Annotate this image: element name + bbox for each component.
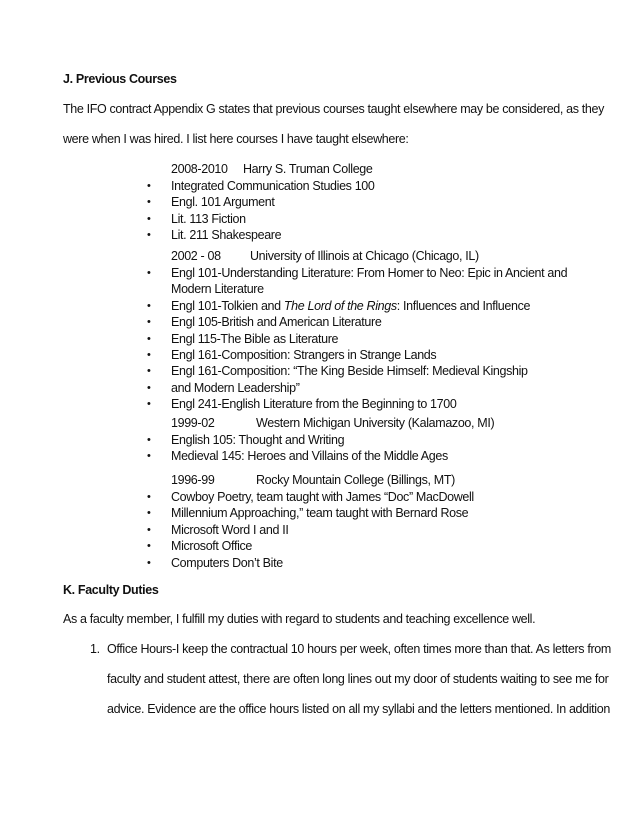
course-block-institution: Harry S. Truman College [243,162,373,176]
bullet-icon: • [147,349,151,362]
list-item [146,314,586,330]
bullet-icon: • [147,450,151,463]
list-item-text: Engl. 101 Argument [171,195,275,210]
list-item-text: and Modern Leadership” [171,380,300,395]
list-item [146,265,586,298]
bullet-icon: • [147,540,151,553]
book-title: The Lord of the Rings [283,298,397,313]
section-k-heading: K. Faculty Duties [63,583,159,597]
bullet-icon: • [147,556,151,569]
course-list [146,489,586,571]
course-block-years: 1996-99 [171,473,215,487]
list-item-text: Engl 241-English Literature from the Beginning to 1700 [171,397,457,412]
list-item-text: Engl 115-The Bible as Literature [171,331,339,346]
course-block-institution: Rocky Mountain College (Billings, MT) [256,473,455,487]
list-item-text: Computers Don’t Bite [171,555,283,570]
list-item-text: Millennium Approaching,” team taught with Bernard Rose [171,506,469,521]
numbered-item-line-3: advice. Evidence are the office hours listed on all my syllabi and the letters mentioned. In addition [107,702,610,716]
list-item-text: Engl 161-Composition: “The King Beside Himself: Medieval Kingship [171,364,528,379]
list-item [146,227,586,243]
course-list [146,265,586,413]
list-item [146,432,586,448]
list-item [146,522,586,538]
course-block-years: 2008-2010 [171,162,228,176]
bullet-icon: • [147,267,151,279]
course-block-header [171,249,479,263]
bullet-icon: • [147,299,151,312]
course-block-header [171,416,495,430]
list-item [146,194,586,210]
bullet-icon: • [147,434,151,446]
list-item-text: Engl 105-British and American Literature [171,315,382,330]
course-list [146,178,586,244]
list-item [146,211,586,227]
course-block-header [171,473,455,487]
bullet-icon: • [147,316,151,329]
list-item [146,178,586,194]
bullet-icon: • [147,398,151,411]
bullet-icon: • [147,491,151,503]
list-item [146,396,586,412]
course-block-institution: Western Michigan University (Kalamazoo, MI) [256,416,495,430]
numbered-item-line-2: faculty and student attest, there are often long lines out my door of students waiting to see me for [107,672,609,686]
numbered-item-line-1: Office Hours-I keep the contractual 10 hours per week, often times more than that. As letters from [107,642,611,656]
list-item-text: Engl 101-Tolkien and The Lord of the Rings: Influences and Influence [171,298,531,313]
bullet-icon: • [147,523,151,536]
list-item [146,448,586,464]
section-j-paragraph-line-1: The IFO contract Appendix G states that previous courses taught elsewhere may be considered, as they [63,102,605,116]
list-item-text: Microsoft Word I and II [171,522,289,537]
bullet-icon: • [147,381,151,394]
list-item [146,505,586,521]
course-list [146,432,586,465]
bullet-icon: • [147,180,151,192]
course-block-institution: University of Illinois at Chicago (Chicago, IL) [250,249,479,263]
list-item-text: Microsoft Office [171,539,252,554]
list-item [146,538,586,554]
section-k-intro: As a faculty member, I fulfill my duties with regard to students and teaching excellence well. [63,612,536,626]
bullet-icon: • [147,507,151,520]
list-item-text: Cowboy Poetry, team taught with James “Doc” MacDowell [171,490,474,504]
course-block-years: 2002 - 08 [171,249,221,263]
list-item [146,489,586,505]
numbered-item-marker: 1. [90,642,100,656]
list-item [146,298,586,314]
list-item [146,380,586,396]
bullet-icon: • [147,212,151,225]
list-item-text: Engl 161-Composition: Strangers in Strange Lands [171,348,437,363]
bullet-icon: • [147,229,151,242]
course-block-header [171,162,373,176]
list-item-text: Integrated Communication Studies 100 [171,179,375,193]
list-item-text: Lit. 211 Shakespeare [171,228,282,243]
section-j-heading: J. Previous Courses [63,72,177,86]
section-j-paragraph-line-2: were when I was hired. I list here courses I have taught elsewhere: [63,132,409,146]
list-item-text: Engl 101-Understanding Literature: From Homer to Neo: Epic in Ancient and Modern Literature [171,266,568,297]
list-item-text: Medieval 145: Heroes and Villains of the Middle Ages [171,449,448,464]
list-item [146,331,586,347]
list-item [146,363,586,379]
bullet-icon: • [147,196,151,209]
bullet-icon: • [147,365,151,378]
list-item [146,555,586,571]
list-item-text: Lit. 113 Fiction [171,211,246,226]
course-block-years: 1999-02 [171,416,215,430]
bullet-icon: • [147,332,151,345]
list-item [146,347,586,363]
list-item-text: English 105: Thought and Writing [171,433,345,447]
